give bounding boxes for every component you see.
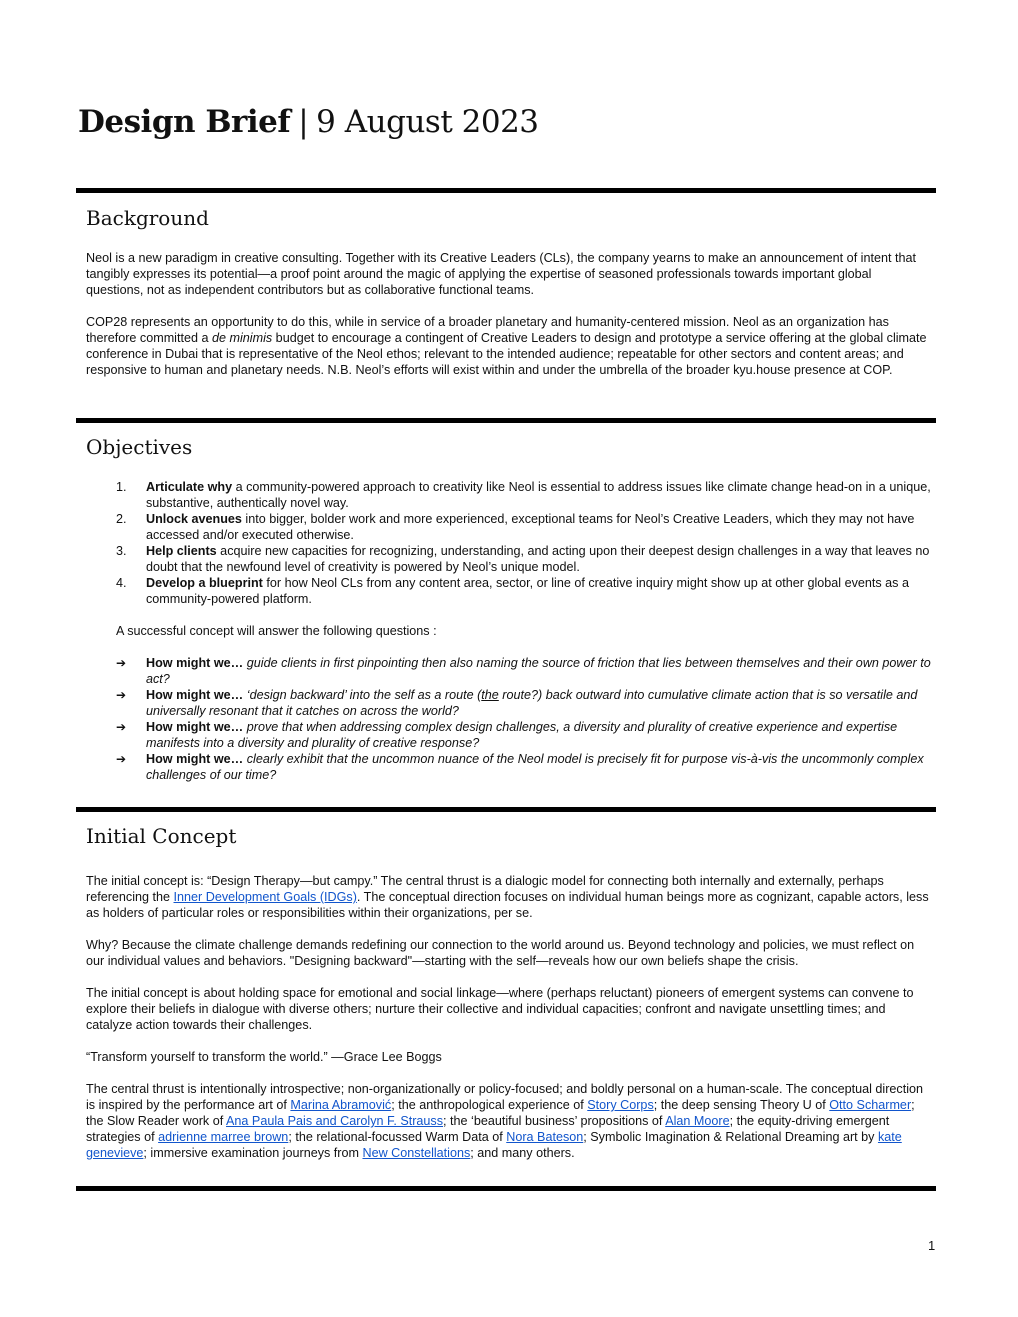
kate-genevieve-link[interactable]: kate genevieve bbox=[86, 1130, 902, 1160]
title-date: 9 August 2023 bbox=[316, 104, 539, 140]
questions-list bbox=[86, 655, 931, 783]
bold-lead: Unlock avenues bbox=[146, 512, 242, 526]
objectives-section bbox=[86, 479, 931, 783]
arrow-icon: ➔ bbox=[116, 752, 127, 766]
bateson-link[interactable]: Nora Bateson bbox=[506, 1130, 584, 1144]
list-item bbox=[116, 655, 931, 687]
arrow-icon: ➔ bbox=[116, 688, 127, 702]
bold-lead: How might we… bbox=[146, 656, 244, 670]
amb-link[interactable]: adrienne marree brown bbox=[158, 1130, 289, 1144]
section-divider bbox=[76, 418, 936, 423]
bold-lead: How might we… bbox=[146, 752, 244, 766]
text-run: ; immersive examination journeys from bbox=[143, 1146, 363, 1160]
arrow-icon: ➔ bbox=[116, 656, 127, 670]
background-paragraph bbox=[86, 314, 931, 378]
bold-lead: How might we… bbox=[146, 720, 244, 734]
question-text bbox=[146, 688, 917, 718]
section-divider bbox=[76, 1186, 936, 1191]
objectives-heading: Objectives bbox=[86, 435, 193, 459]
bold-lead: Develop a blueprint bbox=[146, 576, 263, 590]
title-strong: Design Brief bbox=[78, 104, 291, 140]
background-paragraph: Neol is a new paradigm in creative consulting. Together with its Creative Leaders (CLs), the company yearns to make an announcement of intent that tangibly expresses its potential—a proof point around the magic of applying the expertise of seasoned professionals towards important global questions, not as independent contributors but as collaborative functional teams. bbox=[86, 251, 916, 297]
title-separator: | bbox=[298, 104, 309, 140]
document-title bbox=[78, 100, 539, 144]
text-run: ; and many others. bbox=[470, 1146, 575, 1160]
story-corps-link[interactable]: Story Corps bbox=[587, 1098, 654, 1112]
bold-lead: How might we… bbox=[146, 688, 244, 702]
alan-moore-link[interactable]: Alan Moore bbox=[665, 1114, 730, 1128]
text-run: ; the relational-focussed Warm Data of bbox=[288, 1130, 507, 1144]
question-text: guide clients in first pinpointing then also naming the source of friction that lies between themselves and their own power to act? bbox=[146, 656, 931, 686]
scharmer-link[interactable]: Otto Scharmer bbox=[829, 1098, 912, 1112]
list-item bbox=[116, 751, 931, 783]
text-run: into bigger, bolder work and more experienced, exceptional teams for Neol’s Creative Leaders, which they may not have accessed and/or executed otherwise. bbox=[146, 512, 915, 542]
list-item bbox=[116, 687, 931, 719]
questions-intro: A successful concept will answer the following questions : bbox=[116, 624, 437, 638]
text-run: The central thrust is intentionally introspective; non-organizationally or policy-focused; and boldly personal on a human-scale. The conceptual direction is inspired by the performance art of bbox=[86, 1082, 924, 1112]
concept-section bbox=[86, 873, 931, 1161]
text-run: for how Neol CLs from any content area, sector, or line of creative inquiry might show up at other global events as a community-powered platform. bbox=[146, 576, 909, 606]
list-item bbox=[116, 575, 931, 607]
text-run: ; the deep sensing Theory U of bbox=[653, 1098, 830, 1112]
list-number: 4. bbox=[116, 576, 127, 590]
concept-paragraph bbox=[86, 1081, 931, 1161]
text-run: ; the equity-driving emergent strategies of bbox=[86, 1114, 890, 1144]
idg-link[interactable]: Inner Development Goals (IDGs) bbox=[173, 890, 357, 904]
concept-paragraph: Why? Because the climate challenge demands redefining our connection to the world around us. Beyond technology and policies, we must reflect on our individual values and behaviors. "Designing backward"—starting with the self—reveals how our own beliefs shape the crisis. bbox=[86, 938, 915, 968]
list-number: 1. bbox=[116, 480, 127, 494]
objectives-list bbox=[86, 479, 931, 607]
bold-lead: Articulate why bbox=[146, 480, 233, 494]
question-text: clearly exhibit that the uncommon nuance of the Neol model is precisely fit for purpose vis-à-vis the uncommonly complex challenges of our time? bbox=[146, 752, 924, 782]
concept-paragraph: The initial concept is about holding space for emotional and social linkage—where (perhaps reluctant) pioneers of emergent systems can convene to explore their beliefs in dialogue with diverse others; nurture their collective and individual capacities; confront and navigate unsettling times; and catalyze action towards their challenges. bbox=[86, 986, 914, 1032]
text-run: a community-powered approach to creativity like Neol is essential to address issues like climate change head-on in a unique, substantive, authentically novel way. bbox=[146, 480, 931, 510]
text-run: ; Symbolic Imagination & Relational Dreaming art by bbox=[583, 1130, 878, 1144]
list-number: 2. bbox=[116, 512, 127, 526]
list-number: 3. bbox=[116, 544, 127, 558]
list-item bbox=[116, 511, 931, 543]
quote-paragraph: “Transform yourself to transform the world.” —Grace Lee Boggs bbox=[86, 1050, 442, 1064]
list-item bbox=[116, 479, 931, 511]
list-item bbox=[116, 719, 931, 751]
arrow-icon: ➔ bbox=[116, 720, 127, 734]
abramovic-link[interactable]: Marina Abramović bbox=[290, 1098, 392, 1112]
question-text: prove that when addressing complex design challenges, a diversity and plurality of creative experience and expertise manifests into a diversity and plurality of creative response? bbox=[146, 720, 898, 750]
text-run: ‘design backward’ into the self as a route ( bbox=[243, 688, 482, 702]
text-run: route?) back outward into cumulative climate action that is so versatile and universally resonant that it catches on across the world? bbox=[146, 688, 918, 718]
text-run: COP28 represents an opportunity to do this, while in service of a broader planetary and humanity-centered mission. Neol as an organization has therefore committed a bbox=[86, 315, 889, 345]
concept-heading: Initial Concept bbox=[86, 824, 237, 848]
text-run: budget to encourage a contingent of Creative Leaders to design and prototype a service offering at the global climate conference in Dubai that is representative of the Neol ethos; relevant to the intended audience; repeatable for other sectors and content areas; and responsive to human and planetary needs. N.B. Neol’s efforts will exist within and under the umbrella of the broader kyu.house presence at COP. bbox=[86, 331, 927, 377]
section-divider bbox=[76, 188, 936, 193]
text-run: ; the anthropological experience of bbox=[391, 1098, 588, 1112]
page-number: 1 bbox=[928, 1238, 936, 1253]
background-heading: Background bbox=[86, 206, 209, 230]
underlined-text: the bbox=[481, 688, 499, 702]
section-divider bbox=[76, 807, 936, 812]
text-run: . The conceptual direction focuses on individual human beings more as cognizant, capable actors, less as holders of particular roles or responsibilities within their organizations, per se. bbox=[86, 890, 929, 920]
list-item bbox=[116, 543, 931, 575]
bold-lead: Help clients bbox=[146, 544, 217, 558]
text-run: ; the Slow Reader work of bbox=[86, 1098, 915, 1128]
text-run: The initial concept is: “Design Therapy—but campy.” The central thrust is a dialogic model for connecting both internally and externally, perhaps referencing the bbox=[86, 874, 884, 904]
concept-paragraph bbox=[86, 873, 931, 921]
background-section bbox=[86, 250, 931, 378]
pais-strauss-link[interactable]: Ana Paula Pais and Carolyn F. Strauss bbox=[226, 1114, 444, 1128]
text-run: acquire new capacities for recognizing, understanding, and acting upon their deepest design challenges in a way that leaves no doubt that the newfound level of creativity is powered by Neol’s unique model. bbox=[146, 544, 930, 574]
text-run: ; the ‘beautiful business’ propositions of bbox=[443, 1114, 666, 1128]
emphasis-text: de minimis bbox=[212, 331, 273, 345]
new-constellations-link[interactable]: New Constellations bbox=[362, 1146, 471, 1160]
